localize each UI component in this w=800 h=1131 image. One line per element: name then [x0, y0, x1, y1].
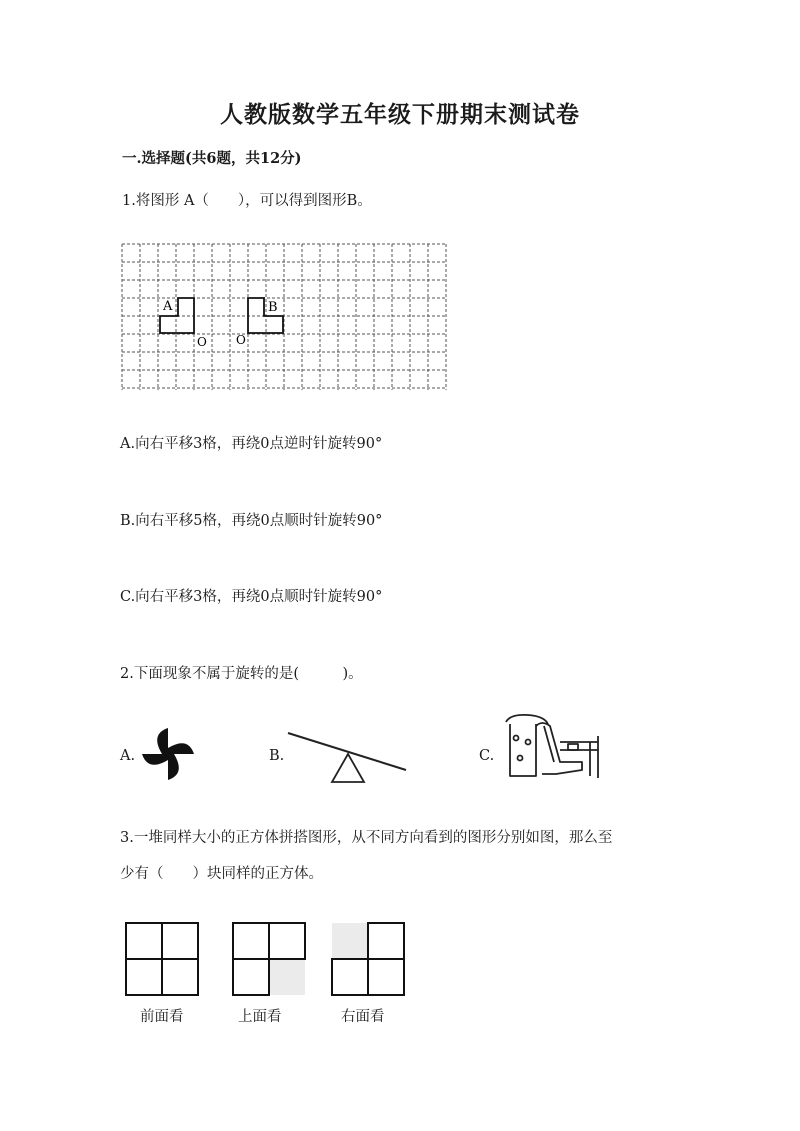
grid-figure	[120, 242, 448, 392]
q2-option-c-label: C.	[479, 748, 495, 764]
seesaw-icon	[286, 730, 410, 786]
page-title: 人教版数学五年级下册期末测试卷	[220, 101, 580, 128]
view-label-top: 上面看	[238, 1009, 282, 1025]
question-3-text-line2: 少有（ ）块同样的正方体。	[120, 866, 323, 882]
label-b: B	[268, 300, 278, 315]
question-3-text-line1: 3.一堆同样大小的正方体拼搭图形，从不同方向看到的图形分别如图，那么至	[120, 830, 613, 846]
q1-option-c: C.向右平移3格，再绕0点顺时针旋转90°	[120, 589, 383, 605]
label-o-2: O	[236, 333, 246, 347]
front-view-grid	[126, 923, 198, 995]
q1-option-a: A.向右平移3格，再绕0点逆时针旋转90°	[120, 436, 383, 452]
label-o-1: O	[197, 335, 207, 349]
top-view-grid	[233, 923, 305, 995]
section-heading: 一.选择题(共6题，共12分)	[122, 150, 302, 167]
view-label-front: 前面看	[140, 1009, 184, 1025]
right-view-grid	[332, 923, 404, 995]
q2-option-a-label: A.	[120, 748, 136, 764]
question-2-text: 2.下面现象不属于旋转的是( )。	[120, 666, 363, 682]
view-label-right: 右面看	[341, 1009, 385, 1025]
q1-option-b: B.向右平移5格，再绕0点顺时针旋转90°	[120, 513, 383, 529]
pinwheel-icon	[139, 725, 197, 783]
slide-icon	[498, 712, 604, 784]
q2-option-b-label: B.	[269, 748, 285, 764]
label-a: A	[163, 299, 173, 314]
question-1-text: 1.将图形 A（ ），可以得到图形B。	[122, 193, 372, 209]
views-figure	[122, 920, 412, 1000]
